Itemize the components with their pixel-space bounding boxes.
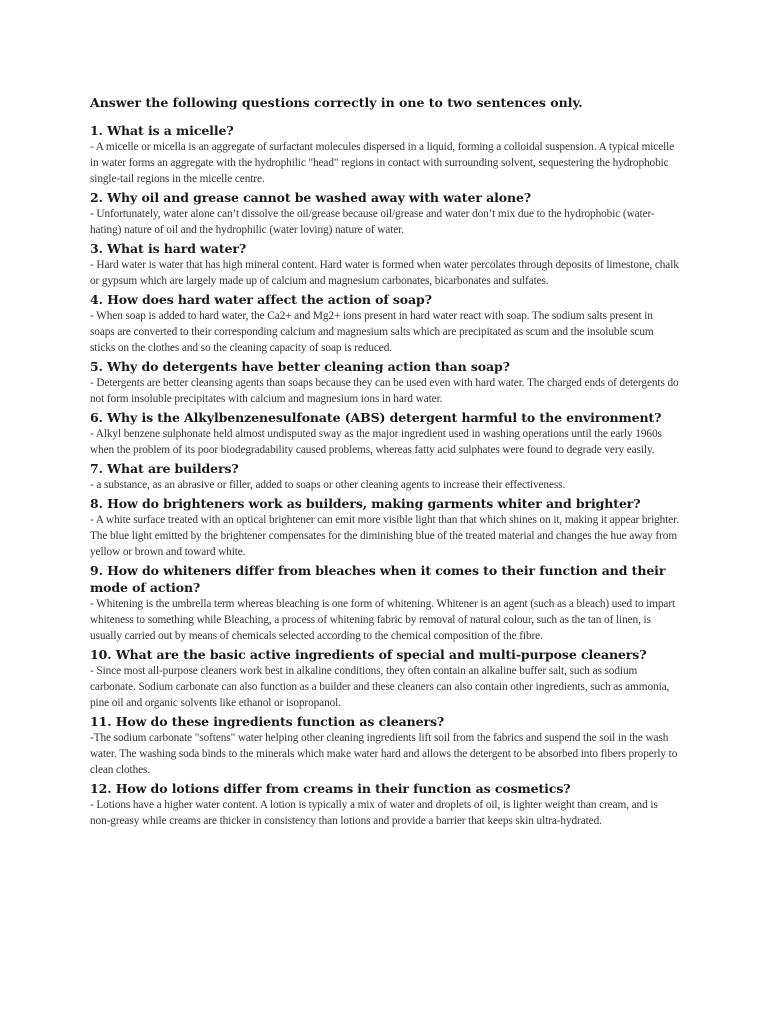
qa-item-12	[90, 780, 680, 829]
qa-item-4	[90, 291, 680, 356]
document-page	[90, 94, 680, 831]
answer-text: - Alkyl benzene sulphonate held almost undisputed sway as the major ingredient used in washing operations until the early 1960s when the problem of its poor biodegradability caused problems, whereas fatty acid sulphates were found to degrade very easily.	[90, 428, 662, 456]
answer-text: - A micelle or micella is an aggregate of surfactant molecules dispersed in a liquid, forming a colloidal suspension. A typical micelle in water forms an aggregate with the hydrophilic "head" regions in contact with surrounding solvent, sequestering the hydrophobic single-tail regions in the micelle centre.	[90, 141, 675, 185]
answer-text: - Lotions have a higher water content. A lotion is typically a mix of water and droplets of oil, is lighter weight than cream, and is non-greasy while creams are thicker in consistency than lotions and provide a barrier that keeps skin ultra-hydrated.	[90, 799, 658, 827]
answer-text: - Hard water is water that has high mineral content. Hard water is formed when water percolates through deposits of limestone, chalk or gypsum which are largely made up of calcium and magnesium carbonates, bicarbonates and sulfates.	[90, 259, 679, 287]
instruction-heading: Answer the following questions correctly in one to two sentences only.	[90, 95, 583, 110]
qa-item-1	[90, 122, 680, 187]
qa-item-10	[90, 646, 680, 711]
qa-item-2	[90, 189, 680, 238]
question-text: 6. Why is the Alkylbenzenesulfonate (ABS) detergent harmful to the environment?	[90, 410, 662, 425]
qa-item-11	[90, 713, 680, 778]
qa-item-9	[90, 562, 680, 644]
answer-text: - Whitening is the umbrella term whereas bleaching is one form of whitening. Whitener is an agent (such as a bleach) used to impart whiteness to something while Bleaching, a process of whitening fabric by removal of natural colour, such as the tan of linen, is usually carried out by means of chemicals selected according to the chemical composition of the fibre.	[90, 598, 676, 642]
question-text: 4. How does hard water affect the action of soap?	[90, 292, 432, 307]
question-text: 12. How do lotions differ from creams in their function as cosmetics?	[90, 781, 571, 796]
answer-text: - a substance, as an abrasive or filler, added to soaps or other cleaning agents to increase their effectiveness.	[90, 479, 566, 491]
question-text: 8. How do brighteners work as builders, making garments whiter and brighter?	[90, 496, 641, 511]
answer-text: - A white surface treated with an optical brightener can emit more visible light than that which shines on it, making it appear brighter. The blue light emitted by the brightener compensates for the diminishing blue of the treated material and changes the hue away from yellow or brown and toward white.	[90, 514, 679, 558]
question-text: 2. Why oil and grease cannot be washed away with water alone?	[90, 190, 532, 205]
question-text: 10. What are the basic active ingredients of special and multi-purpose cleaners?	[90, 647, 647, 662]
answer-text: - When soap is added to hard water, the Ca2+ and Mg2+ ions present in hard water react with soap. The sodium salts present in soaps are converted to their corresponding calcium and magnesium salts which are precipitated as scum and the insoluble scum sticks on the clothes and so the cleaning capacity of soap is reduced.	[90, 310, 654, 354]
answer-text: - Detergents are better cleansing agents than soaps because they can be used even with hard water. The charged ends of detergents do not form insoluble precipitates with calcium and magnesium ions in hard water.	[90, 377, 679, 405]
answer-text: -The sodium carbonate "softens" water helping other cleaning ingredients lift soil from the fabrics and suspend the soil in the wash water. The washing soda binds to the minerals which make water hard and allows the detergent to be absorbed into fibers properly to clean clothes.	[90, 732, 678, 776]
question-text: 3. What is hard water?	[90, 241, 247, 256]
qa-item-5	[90, 358, 680, 407]
question-text: 11. How do these ingredients function as cleaners?	[90, 714, 445, 729]
question-list	[90, 122, 680, 829]
answer-text: - Unfortunately, water alone can’t dissolve the oil/grease because oil/grease and water don’t mix due to the hydrophobic (water-hating) nature of oil and the hydrophilic (water loving) nature of water.	[90, 208, 655, 236]
question-text: 9. How do whiteners differ from bleaches when it comes to their function and their mode of action?	[90, 563, 666, 595]
qa-item-6	[90, 409, 680, 458]
answer-text: - Since most all-purpose cleaners work best in alkaline conditions, they often contain an alkaline buffer salt, such as sodium carbonate. Sodium carbonate can also function as a builder and these cleaners can also contain other ingredients, such as ammonia, pine oil and organic solvents like ethanol or isopropanol.	[90, 665, 670, 709]
qa-item-7	[90, 460, 680, 493]
question-text: 1. What is a micelle?	[90, 123, 234, 138]
question-text: 5. Why do detergents have better cleaning action than soap?	[90, 359, 510, 374]
qa-item-8	[90, 495, 680, 560]
question-text: 7. What are builders?	[90, 461, 239, 476]
qa-item-3	[90, 240, 680, 289]
